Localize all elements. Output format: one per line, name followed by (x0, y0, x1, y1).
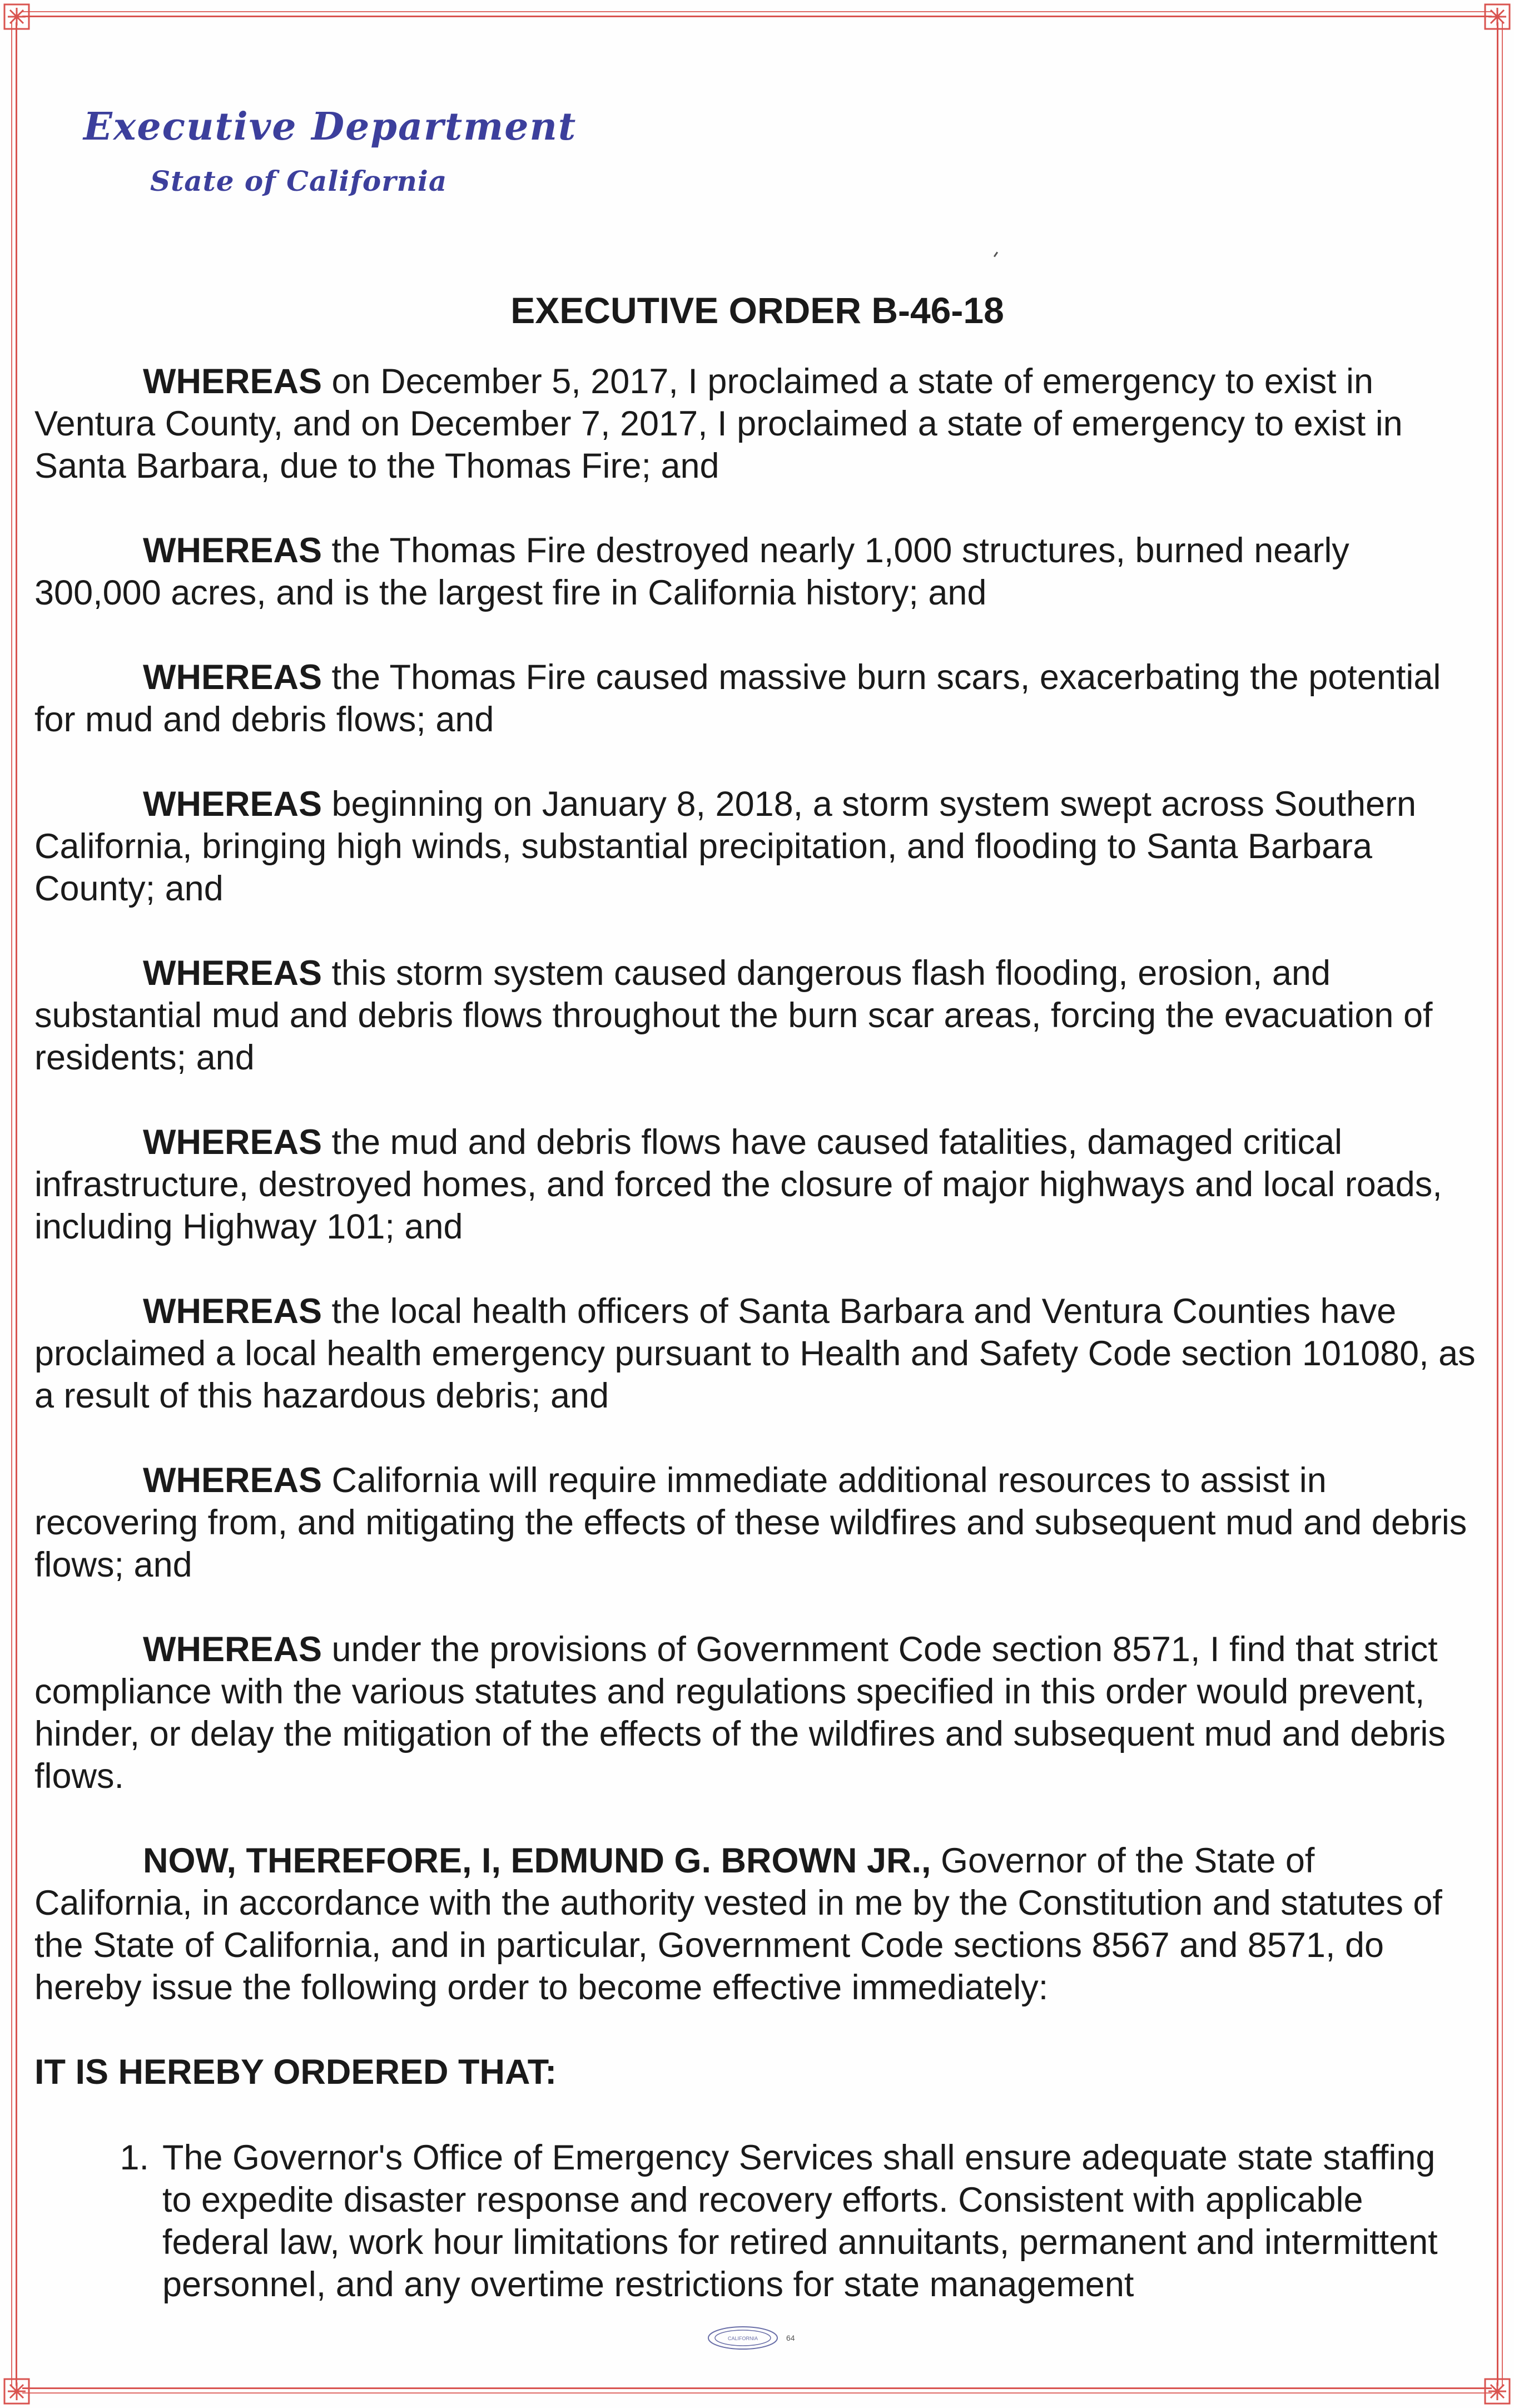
paragraph-lead: WHEREAS (143, 954, 322, 993)
document-body (34, 289, 1480, 2306)
corner-ornament-icon (1483, 2377, 1512, 2406)
order-item-text: The Governor's Office of Emergency Services shall ensure adequate state staffing to expedite disaster response and recovery efforts. Consistent with applicable federal law, work hour limitations for retired annuitants, permanent and intermittent personnel, and any overtime restrictions for state management (162, 2138, 1438, 2304)
order-item-number: 1. (120, 2138, 149, 2177)
paragraph-text: the Thomas Fire destroyed nearly 1,000 structures, burned nearly 300,000 acres, and is the largest fire in California history; and (34, 531, 1349, 612)
whereas-paragraph (34, 1290, 1480, 1417)
whereas-paragraph (34, 952, 1480, 1079)
whereas-paragraph (34, 783, 1480, 910)
seal-number: 64 (786, 2333, 795, 2342)
paragraph-lead: WHEREAS (143, 1292, 322, 1331)
paragraph-lead: WHEREAS (143, 785, 322, 824)
letterhead (83, 105, 577, 197)
border-bottom (22, 2389, 1492, 2394)
paragraph-lead: WHEREAS (143, 658, 322, 697)
paragraph-text: the local health officers of Santa Barbara and Ventura Counties have proclaimed a local health emergency pursuant to Health and Safety Code section 101080, as a result of this hazardous debris; and (34, 1292, 1476, 1415)
paragraph-text: the Thomas Fire caused massive burn scars, exacerbating the potential for mud and debris flows; and (34, 658, 1441, 739)
paragraph-lead: WHEREAS (143, 1630, 322, 1669)
document-title: EXECUTIVE ORDER B-46-18 (510, 290, 1004, 331)
letterhead-department: Executive Department (83, 105, 577, 149)
paragraph-lead: WHEREAS (143, 362, 322, 401)
paragraph-text: Governor of the State of California, in accordance with the authority vested in me by the Constitution and statutes of the State of California, and in particular, Government Code sections 8567 and 8571, do hereby issue the following order to become effective immediately: (34, 1841, 1442, 2007)
paragraph-lead: NOW, THEREFORE, I, EDMUND G. BROWN JR., (143, 1841, 931, 1880)
paragraph-text: this storm system caused dangerous flash flooding, erosion, and substantial mud and debris flows throughout the burn scar areas, forcing the evacuation of residents; and (34, 954, 1433, 1077)
now-therefore-paragraph (34, 1840, 1480, 2009)
corner-ornament-icon (1483, 2, 1512, 31)
paragraph-text: beginning on January 8, 2018, a storm system swept across Southern California, bringing high winds, substantial precipitation, and flooding to Santa Barbara County; and (34, 785, 1417, 908)
border-right (1498, 22, 1503, 2386)
border-top-inner (22, 16, 1492, 17)
ordered-heading: IT IS HEREBY ORDERED THAT: (34, 2053, 557, 2092)
state-seal-stamp (699, 2322, 800, 2354)
border-left-inner (16, 22, 17, 2386)
corner-ornament-icon (2, 2, 31, 31)
border-right-inner (1497, 22, 1498, 2386)
seal-text: CALIFORNIA (727, 2336, 758, 2341)
whereas-paragraph (34, 1459, 1480, 1586)
whereas-paragraph (34, 656, 1480, 741)
order-item (34, 2137, 1480, 2306)
letterhead-state: State of California (150, 165, 448, 197)
paragraph-lead: WHEREAS (143, 1123, 322, 1162)
corner-ornament-icon (2, 2377, 31, 2406)
paragraph-text: California will require immediate additional resources to assist in recovering from, and mitigating the effects of these wildfires and subsequent mud and debris flows; and (34, 1461, 1467, 1584)
whereas-paragraph (34, 529, 1480, 614)
whereas-paragraph (34, 360, 1480, 487)
whereas-paragraph (34, 1628, 1480, 1797)
paragraph-text: on December 5, 2017, I proclaimed a state of emergency to exist in Ventura County, and on December 7, 2017, I proclaimed a state of emergency to exist in Santa Barbara, due to the Thomas Fire; and (34, 362, 1403, 485)
paragraph-text: under the provisions of Government Code section 8571, I find that strict compliance with the various statutes and regulations specified in this order would prevent, hinder, or delay the mitigation of the effects of the wildfires and subsequent mud and debris flows. (34, 1630, 1446, 1796)
paragraph-lead: WHEREAS (143, 531, 322, 570)
whereas-paragraph (34, 1121, 1480, 1248)
paragraph-lead: WHEREAS (143, 1461, 322, 1500)
stray-mark (994, 252, 998, 257)
paragraph-text: the mud and debris flows have caused fatalities, damaged critical infrastructure, destroyed homes, and forced the closure of major highways and local roads, including Highway 101; and (34, 1123, 1442, 1246)
border-bottom-inner (22, 2387, 1492, 2389)
